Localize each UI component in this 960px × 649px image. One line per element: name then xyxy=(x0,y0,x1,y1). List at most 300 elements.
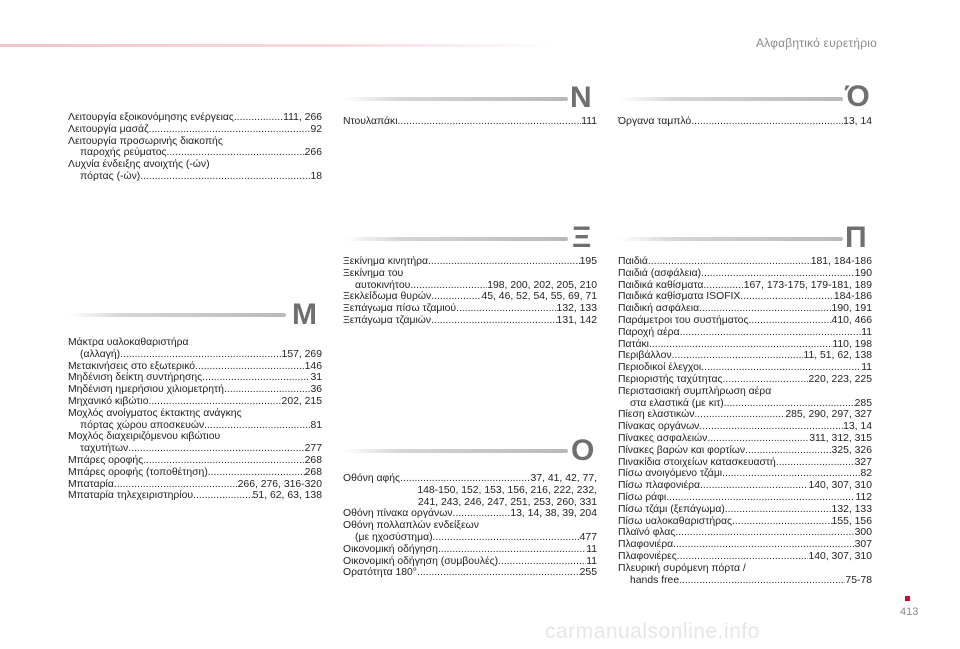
index-term: Οικονομική οδήγηση xyxy=(343,543,438,555)
index-term: Ξεκίνημα του xyxy=(343,267,404,279)
index-line xyxy=(618,116,872,128)
index-entry xyxy=(343,315,597,327)
index-term: Παιδικά καθίσματα ISOFIX xyxy=(618,291,741,303)
index-term: Πίσω ανοιγόμενο τζάμι xyxy=(618,468,723,480)
index-term: Μπαταρία xyxy=(68,478,114,490)
index-term: Παράμετροι του συστήματος xyxy=(618,314,749,326)
section-m-divider xyxy=(68,313,286,317)
index-entry xyxy=(618,256,872,268)
page-refs: 266 xyxy=(304,147,322,159)
index-line xyxy=(618,362,872,374)
page-refs-continued: 241, 243, 246, 247, 251, 253, 260, 331 xyxy=(417,496,597,508)
index-term: Πλαφονιέρες xyxy=(618,550,677,562)
index-line xyxy=(343,567,597,579)
index-entry xyxy=(618,374,872,386)
page-refs: 140, 307, 310 xyxy=(808,550,872,562)
index-entry xyxy=(68,361,322,373)
leader-dots xyxy=(428,256,580,268)
page-refs: 300 xyxy=(854,527,872,539)
index-entry xyxy=(343,256,597,268)
index-term: Μάκτρα υαλοκαθαριστήρα xyxy=(68,337,189,348)
index-term: Πίεση ελαστικών xyxy=(618,409,695,421)
index-line xyxy=(68,431,322,443)
index-entry xyxy=(618,386,872,410)
leader-dots xyxy=(677,551,809,563)
page-refs: 112 xyxy=(855,491,872,503)
page-refs: 81 xyxy=(310,419,322,431)
index-line xyxy=(68,408,322,420)
leader-dots xyxy=(140,171,310,183)
index-line xyxy=(618,563,872,575)
section-n-list xyxy=(343,116,597,128)
page-refs: 202, 215 xyxy=(281,395,322,407)
leader-dots xyxy=(648,256,811,268)
leader-dots xyxy=(700,480,808,492)
index-line xyxy=(618,421,872,433)
index-entry xyxy=(343,116,597,128)
page-refs: 268 xyxy=(304,454,322,466)
section-o-letter: Ο xyxy=(571,434,595,467)
page-refs: 75-78 xyxy=(845,574,872,586)
section-m-list xyxy=(68,337,322,502)
page-refs: 11 xyxy=(861,326,872,338)
index-term: Ξεκίνημα κινητήρα xyxy=(343,256,429,267)
index-term: Μοχλός ανοίγματος έκτακτης ανάγκης xyxy=(68,407,242,419)
index-term: Όργανα ταμπλό xyxy=(618,116,692,127)
page-refs: 477 xyxy=(579,531,597,543)
index-line xyxy=(618,315,872,327)
index-line xyxy=(618,468,872,480)
index-term: πόρτας (-ών) xyxy=(80,170,141,182)
index-term: ταχυτήτων xyxy=(80,443,129,455)
page-refs: 18 xyxy=(310,170,322,182)
leader-dots xyxy=(679,575,845,587)
index-entry xyxy=(618,327,872,339)
index-line xyxy=(68,337,322,349)
page-refs: 51, 62, 63, 138 xyxy=(252,490,322,502)
index-line xyxy=(343,303,597,315)
page-refs: 111, 266 xyxy=(283,112,322,123)
index-term: Περιβάλλον xyxy=(618,350,672,362)
index-entry xyxy=(618,527,872,539)
index-line xyxy=(68,349,322,361)
page-refs: 11 xyxy=(586,543,597,555)
index-line xyxy=(68,420,322,432)
index-line xyxy=(68,124,322,136)
index-entry xyxy=(618,315,872,327)
index-line xyxy=(618,539,872,551)
index-term: Λειτουργία εξοικονόμησης ενέργειας xyxy=(68,112,234,123)
index-term: Οθόνη πίνακα οργάνων xyxy=(343,508,453,520)
page-refs: 255 xyxy=(579,567,597,579)
section-n-letter: Ν xyxy=(570,81,592,114)
index-term: Πίνακες βαρών και φορτίων xyxy=(618,444,746,456)
leader-dots xyxy=(722,468,860,480)
index-line xyxy=(618,516,872,528)
index-term: Μπάρες οροφής (τοποθέτηση) xyxy=(68,466,208,478)
leader-dots xyxy=(433,532,580,544)
leader-dots xyxy=(195,361,305,373)
page-refs: 36 xyxy=(310,384,322,396)
index-entry xyxy=(618,362,872,374)
index-term: Λυχνία ένδειξης ανοιχτής (-ών) xyxy=(68,159,210,171)
index-entry xyxy=(618,457,872,469)
section-m-letter: Μ xyxy=(292,298,317,331)
leader-dots xyxy=(723,374,809,386)
leader-dots xyxy=(703,280,743,292)
index-entry xyxy=(68,408,322,432)
page-refs: 190, 191 xyxy=(831,303,872,315)
index-entry xyxy=(68,431,322,455)
index-line xyxy=(343,473,597,485)
index-line xyxy=(68,455,322,467)
index-line xyxy=(68,372,322,384)
index-term: Πλευρική συρόμενη πόρτα / xyxy=(618,562,746,574)
index-line xyxy=(618,575,872,587)
index-entry xyxy=(618,468,872,480)
index-line xyxy=(618,457,872,469)
index-term: Ντουλαπάκι xyxy=(343,116,398,127)
index-term: Περιοδικοί έλεγχοι xyxy=(618,362,702,374)
index-entry xyxy=(618,116,872,128)
index-term: Οθόνη πολλαπλών ενδείξεων xyxy=(343,520,479,532)
page-refs: 13, 14, 38, 39, 204 xyxy=(510,508,597,520)
index-entry xyxy=(68,372,322,384)
leader-dots xyxy=(120,349,281,361)
leader-dots xyxy=(675,527,854,539)
page-refs: 132, 133 xyxy=(556,303,597,315)
index-entry xyxy=(68,136,322,160)
index-entry xyxy=(68,384,322,396)
leader-dots xyxy=(193,490,253,502)
index-entry xyxy=(618,492,872,504)
leader-dots xyxy=(699,421,843,433)
section-x-list xyxy=(343,256,597,327)
index-term: Ορατότητα 180° xyxy=(343,567,417,579)
page-marker xyxy=(905,596,910,601)
index-line xyxy=(618,339,872,351)
leader-dots xyxy=(114,479,238,491)
index-line xyxy=(68,361,322,373)
leader-dots xyxy=(776,457,855,469)
leader-dots xyxy=(699,303,831,315)
index-line xyxy=(68,112,322,124)
index-line xyxy=(618,268,872,280)
page-refs: 198, 200, 202, 205, 210 xyxy=(487,279,597,291)
index-line xyxy=(618,291,872,303)
index-line xyxy=(618,327,872,339)
index-term: Μετακινήσεις στο εξωτερικό xyxy=(68,360,196,372)
page-refs: 111 xyxy=(581,116,597,127)
index-entry xyxy=(343,520,597,544)
leader-dots xyxy=(431,291,481,303)
index-line xyxy=(343,520,597,532)
index-line xyxy=(68,147,322,159)
index-line xyxy=(343,291,597,303)
index-entry xyxy=(618,563,872,587)
index-entry xyxy=(343,268,597,292)
index-term: Πίσω τζάμι (ξεπάγωμα) xyxy=(618,503,725,515)
page-refs: 307 xyxy=(854,539,872,551)
index-term: Λειτουργία προσωρινής διακοπής xyxy=(68,135,223,147)
page-refs: 37, 41, 42, 77, xyxy=(530,473,597,484)
index-term: (αλλαγή) xyxy=(80,348,121,360)
leader-dots xyxy=(128,443,304,455)
index-line xyxy=(343,256,597,268)
index-entry xyxy=(68,455,322,467)
page-refs: 13, 14 xyxy=(843,116,872,127)
leader-dots xyxy=(745,445,831,457)
index-line xyxy=(68,384,322,396)
index-term: Παιδιά xyxy=(618,256,648,267)
index-line xyxy=(68,467,322,479)
index-entry xyxy=(618,409,872,421)
leader-dots xyxy=(732,516,832,528)
page-refs: 311, 312, 315 xyxy=(809,432,872,444)
index-line xyxy=(618,551,872,563)
index-line xyxy=(343,315,597,327)
page-refs: 131, 142 xyxy=(556,314,597,326)
page-refs: 31 xyxy=(310,372,322,384)
index-line xyxy=(618,280,872,292)
index-entry xyxy=(343,556,597,568)
leader-dots xyxy=(438,544,586,556)
leader-dots xyxy=(208,467,305,479)
index-line xyxy=(343,508,597,520)
index-line xyxy=(343,116,597,128)
page-refs: 190 xyxy=(854,267,872,279)
index-term: Περιστασιακή συμπλήρωση αέρα xyxy=(618,385,772,397)
page-refs: 285, 290, 297, 327 xyxy=(785,409,872,421)
index-term: Ξεπάγωμα τζαμιών xyxy=(343,314,432,326)
index-entry xyxy=(618,504,872,516)
index-entry xyxy=(618,445,872,457)
index-term: Πίνακας οργάνων xyxy=(618,421,700,433)
index-entry xyxy=(343,473,597,508)
index-line xyxy=(68,443,322,455)
index-term: Πινακίδια στοιχείων κατασκευαστή xyxy=(618,456,776,468)
section-o-divider xyxy=(343,449,568,453)
index-entry xyxy=(618,350,872,362)
leader-dots xyxy=(417,567,580,579)
leader-dots xyxy=(234,112,283,124)
index-entry xyxy=(68,490,322,502)
leader-dots xyxy=(202,372,310,384)
leader-dots xyxy=(456,303,556,315)
watermark: carmanualsonline.info xyxy=(545,620,760,643)
index-term: Μηδένιση ημερήσιου χιλιομετρητή xyxy=(68,384,224,396)
index-line xyxy=(618,409,872,421)
page-refs: 268 xyxy=(304,466,322,478)
index-line xyxy=(618,398,872,410)
index-term: Παιδιά (ασφάλεια) xyxy=(618,267,702,279)
index-line xyxy=(618,445,872,457)
index-term: Πατάκι xyxy=(618,338,649,350)
index-entry xyxy=(68,112,322,124)
index-line xyxy=(68,490,322,502)
leader-dots xyxy=(453,508,511,520)
index-line xyxy=(343,556,597,568)
index-term: Πίσω ράφι xyxy=(618,491,667,503)
index-term: Πλαϊνό φλας xyxy=(618,527,676,539)
index-entry xyxy=(68,396,322,408)
index-entry xyxy=(618,551,872,563)
leader-dots xyxy=(666,492,855,504)
page-refs: 82 xyxy=(860,468,872,480)
leader-dots xyxy=(748,315,831,327)
leader-dots xyxy=(143,455,305,467)
index-line xyxy=(618,527,872,539)
section-p-divider xyxy=(618,237,843,241)
leader-dots xyxy=(740,291,834,303)
leader-dots xyxy=(649,339,832,351)
index-term: Οθόνη αφής xyxy=(343,473,401,484)
index-term: Πίσω πλαφονιέρα xyxy=(618,480,701,492)
page-refs: 195 xyxy=(579,256,597,267)
index-entry xyxy=(68,467,322,479)
index-line xyxy=(618,492,872,504)
page-refs: 157, 269 xyxy=(281,348,322,360)
page-refs: 11 xyxy=(861,362,872,374)
section-n-divider xyxy=(343,97,568,101)
index-entry xyxy=(618,339,872,351)
index-term: Οικονομική οδήγηση (συμβουλές) xyxy=(343,555,499,567)
index-line xyxy=(68,159,322,171)
index-line xyxy=(68,396,322,408)
index-line xyxy=(618,504,872,516)
leader-dots xyxy=(707,433,809,445)
section-l-continued xyxy=(68,112,322,183)
leader-dots xyxy=(701,268,855,280)
index-line xyxy=(343,532,597,544)
header-accent-bar xyxy=(0,44,560,47)
index-entry xyxy=(618,480,872,492)
index-line xyxy=(68,171,322,183)
index-entry xyxy=(618,433,872,445)
leader-dots xyxy=(680,327,862,339)
section-o-list xyxy=(343,473,597,579)
index-entry xyxy=(618,303,872,315)
index-term: παροχής ρεύματος xyxy=(80,147,167,159)
section-p-list xyxy=(618,256,872,586)
page-number: 413 xyxy=(900,606,919,618)
leader-dots xyxy=(398,116,582,128)
index-line xyxy=(343,280,597,292)
section-x-divider xyxy=(343,237,568,241)
page-refs: 327 xyxy=(854,456,872,468)
index-term: πόρτας χώρου αποσκευών xyxy=(80,419,205,431)
index-term: Λειτουργία μασάζ xyxy=(68,123,149,135)
leader-dots xyxy=(724,398,855,410)
index-line xyxy=(343,268,597,280)
index-entry xyxy=(68,124,322,136)
page-refs: 155, 156 xyxy=(831,515,872,527)
index-entry xyxy=(343,303,597,315)
index-entry xyxy=(618,280,872,292)
index-entry xyxy=(68,159,322,183)
leader-dots xyxy=(204,420,310,432)
index-term: Πίσω υαλοκαθαριστήρας xyxy=(618,515,733,527)
index-entry xyxy=(618,268,872,280)
index-entry xyxy=(343,508,597,520)
index-term: αυτοκινήτου xyxy=(355,279,411,291)
index-line xyxy=(618,433,872,445)
leader-dots xyxy=(400,473,531,485)
index-term: Πλαφονιέρα xyxy=(618,539,674,551)
index-term: Μπαταρία τηλεχειριστηρίου xyxy=(68,490,194,502)
page-refs: 45, 46, 52, 54, 55, 69, 71 xyxy=(481,291,597,303)
page-refs: 11, 51, 62, 138 xyxy=(803,350,872,362)
page-refs: 167, 173-175, 179-181, 189 xyxy=(743,279,872,291)
page-refs: 220, 223, 225 xyxy=(808,373,872,385)
index-term: Περιοριστής ταχύτητας xyxy=(618,373,723,385)
section-o-accent-divider xyxy=(618,97,843,101)
section-x-letter: Ξ xyxy=(572,221,592,254)
index-entry xyxy=(618,291,872,303)
leader-dots xyxy=(149,396,282,408)
page-refs: 140, 307, 310 xyxy=(808,480,872,492)
index-entry xyxy=(618,516,872,528)
page-refs: 266, 276, 316-320 xyxy=(237,478,322,490)
leader-dots xyxy=(167,147,305,159)
page-refs: 325, 326 xyxy=(831,444,872,456)
index-term: hands free xyxy=(630,574,680,586)
page-title: Αλφαβητικό ευρετήριο xyxy=(755,36,877,50)
index-term: Παιδική ασφάλεια xyxy=(618,303,700,315)
index-line xyxy=(618,350,872,362)
page-refs: 146 xyxy=(304,360,322,372)
index-term: (με ηχοσύστημα) xyxy=(355,531,433,543)
index-term: Μηχανικό κιβώτιο xyxy=(68,395,149,407)
page-refs-continued: 148-150, 152, 153, 156, 216, 222, 232, xyxy=(417,484,597,496)
index-term: Παιδικά καθίσματα xyxy=(618,279,704,291)
index-term: Μηδένιση δείκτη συντήρησης xyxy=(68,372,203,384)
page-refs: 181, 184-186 xyxy=(810,256,872,267)
index-term: Ξεπάγωμα πίσω τζαμιού xyxy=(343,303,457,315)
index-entry xyxy=(618,421,872,433)
leader-dots xyxy=(701,362,861,374)
section-o-accent-list xyxy=(618,116,872,128)
index-entry xyxy=(618,539,872,551)
index-entry xyxy=(343,291,597,303)
index-line xyxy=(618,480,872,492)
index-entry xyxy=(343,544,597,556)
page-refs: 184-186 xyxy=(833,291,872,303)
index-entry xyxy=(68,337,322,361)
leader-dots xyxy=(431,315,556,327)
index-line xyxy=(68,479,322,491)
index-line xyxy=(618,256,872,268)
index-line xyxy=(343,544,597,556)
index-line xyxy=(68,136,322,148)
page-refs: 13, 14 xyxy=(843,421,872,433)
leader-dots xyxy=(224,384,311,396)
index-line xyxy=(618,303,872,315)
page-refs: 92 xyxy=(310,123,322,135)
leader-dots xyxy=(691,116,843,128)
page-refs: 277 xyxy=(304,443,322,455)
index-term: Παροχή αέρα xyxy=(618,326,680,338)
page-refs: 110, 198 xyxy=(832,338,872,350)
index-term: Μοχλός διαχειριζόμενου κιβώτιου xyxy=(68,431,221,443)
index-entry xyxy=(343,567,597,579)
index-term: στα ελαστικά (με κιτ) xyxy=(630,397,724,409)
page-refs: 11 xyxy=(586,555,597,567)
leader-dots xyxy=(694,409,785,421)
leader-dots xyxy=(149,124,311,136)
index-line xyxy=(618,374,872,386)
leader-dots xyxy=(672,350,804,362)
